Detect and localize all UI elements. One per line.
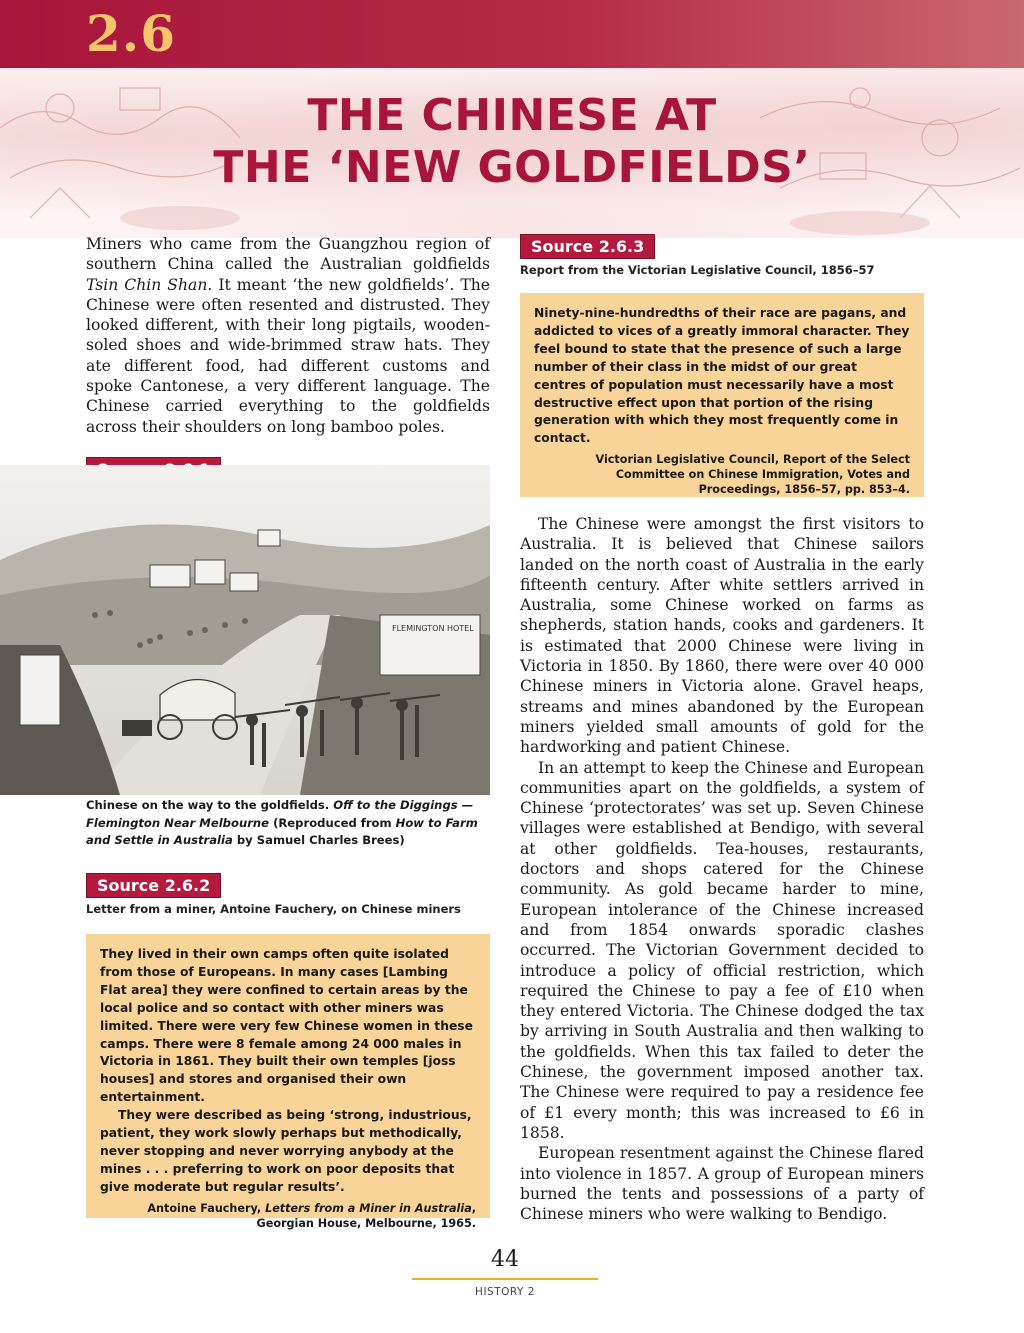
hotel-sign-text: FLEMINGTON HOTEL xyxy=(392,624,474,633)
page-title xyxy=(0,90,1024,194)
source-2-6-2-tag: Source 2.6.2 xyxy=(86,873,221,898)
fauchery-quote-para-2: They were described as being ‘strong, industrious, patient, they work slowly perhaps but methodically, never stopping and never worrying anybody at the mines . . . preferring to work on poor deposits that give moderate but regular results’. xyxy=(100,1108,472,1194)
footer-rule xyxy=(412,1278,598,1280)
source-2-6-3-quote-box xyxy=(520,293,924,497)
source-2-6-2-block xyxy=(86,873,490,1230)
caption-lead: Chinese on the way to the goldfields. xyxy=(86,798,334,812)
caption-artwork-title: Off to the Diggings — Flemington Near Melbourne xyxy=(86,798,474,830)
intro-text-2: . It meant ‘the new goldfields’. The Chinese were often resented and distrusted. They looked different, with their long pigtails, wooden-soled shoes and wide-brimmed straw hats. They ate different food, had different customs and spoke Cantonese, a very different language. The Chinese carried everything to the goldfields across their shoulders on long bamboo poles. xyxy=(86,275,490,436)
source-2-6-2-subtitle: Letter from a miner, Antoine Fauchery, on Chinese miners xyxy=(86,902,461,916)
attr-title: Letters from a Miner in Australia xyxy=(265,1201,472,1215)
body-paragraph-2: In an attempt to keep the Chinese and European communities apart on the goldfields, a system of Chinese ‘protectorates’ was set up. Seven Chinese villages were established at Bendigo, with several at other goldfields. Tea-houses, restaurants, doctors and shops catered for the Chinese community. As gold became harder to mine, European intolerance of the Chinese increased and from 1854 onwards sporadic clashes occurred. The Victorian Government decided to introduce a policy of official restriction, which required the Chinese to pay a fee of £10 when they entered Victoria. The Chinese dodged the tax by arriving in South Australia and then walking to the goldfields. When this tax failed to deter the Chinese, the government imposed another tax. The Chinese were required to pay a residence fee of £1 every month; this was increased to £6 in 1858. xyxy=(520,758,924,1142)
title-line-1: THE CHINESE AT xyxy=(307,90,717,141)
intro-italic-term: Tsin Chin Shan xyxy=(86,275,208,294)
caption-mid: (Reproduced from xyxy=(269,815,396,830)
caption-end: by Samuel Charles Brees) xyxy=(232,833,405,847)
page-number: 44 xyxy=(491,1247,519,1272)
title-line-2: THE ‘NEW GOLDFIELDS’ xyxy=(213,142,811,193)
body-paragraph-1: The Chinese were amongst the first visitors to Australia. It is believed that Chinese sailors landed on the north coast of Australia in the early fifteenth century. After white settlers arrived in Australia, some Chinese worked on farms as shepherds, station hands, cooks and gardeners. It is estimated that 2000 Chinese were living in Victoria in 1850. By 1860, there were over 40 000 Chinese miners in Victoria alone. Gravel heaps, streams and mines abandoned by the European miners yielded small amounts of gold for the hardworking and patient Chinese. xyxy=(520,515,924,757)
council-quote: Ninety-nine-hundredths of their race are pagans, and addicted to vices of a greatly immoral character. They feel bound to state that the presence of such a large number of their class in the midst of our great centres of population must necessarily have a most destructive effect upon that portion of the rising generation with which they most frequently come in contact. xyxy=(534,306,910,446)
source-2-6-2-quote-box xyxy=(86,934,490,1230)
right-body xyxy=(520,514,924,1224)
fauchery-quote-para-1: They lived in their own camps often quite isolated from those of Europeans. In many cases [Lambing Flat area] they were confined to certain areas by the local police and so contact with other miners was limited. There were very few Chinese women in these camps. There were 8 female among 24 000 males in Victoria in 1861. They built their own temples [joss houses] and stores and organised their own entertainment. xyxy=(100,947,473,1105)
source-2-6-3-subtitle: Report from the Victorian Legislative Council, 1856–57 xyxy=(520,263,875,277)
page-footer xyxy=(412,1246,598,1298)
intro-paragraph xyxy=(86,234,490,437)
intro-text-1: Miners who came from the Guangzhou region of southern China called the Australian goldfields xyxy=(86,235,490,274)
body-paragraph-3: European resentment against the Chinese flared into violence in 1857. A group of European miners burned the tents and possessions of a party of Chinese miners who were walking to Bendigo. xyxy=(520,1144,924,1224)
figure-caption xyxy=(86,797,490,850)
source-2-6-3-tag: Source 2.6.3 xyxy=(520,234,655,259)
section-number: 2.6 xyxy=(86,4,176,63)
attr-publisher: , Georgian House, Melbourne, 1965. xyxy=(256,1201,476,1230)
attr-author: Antoine Fauchery, xyxy=(147,1201,266,1215)
goldfields-engraving-image xyxy=(0,465,490,795)
caption-book-title: How to Farm and Settle in Australia xyxy=(86,815,478,847)
fauchery-attribution xyxy=(100,1201,476,1231)
right-column xyxy=(520,234,924,1224)
left-column xyxy=(86,234,490,482)
council-attribution: Victorian Legislative Council, Report of the Select Committee on Chinese Immigration, Votes and Proceedings, 1856–57, pp. 853–4. xyxy=(595,453,910,497)
book-title: HISTORY 2 xyxy=(475,1286,535,1298)
